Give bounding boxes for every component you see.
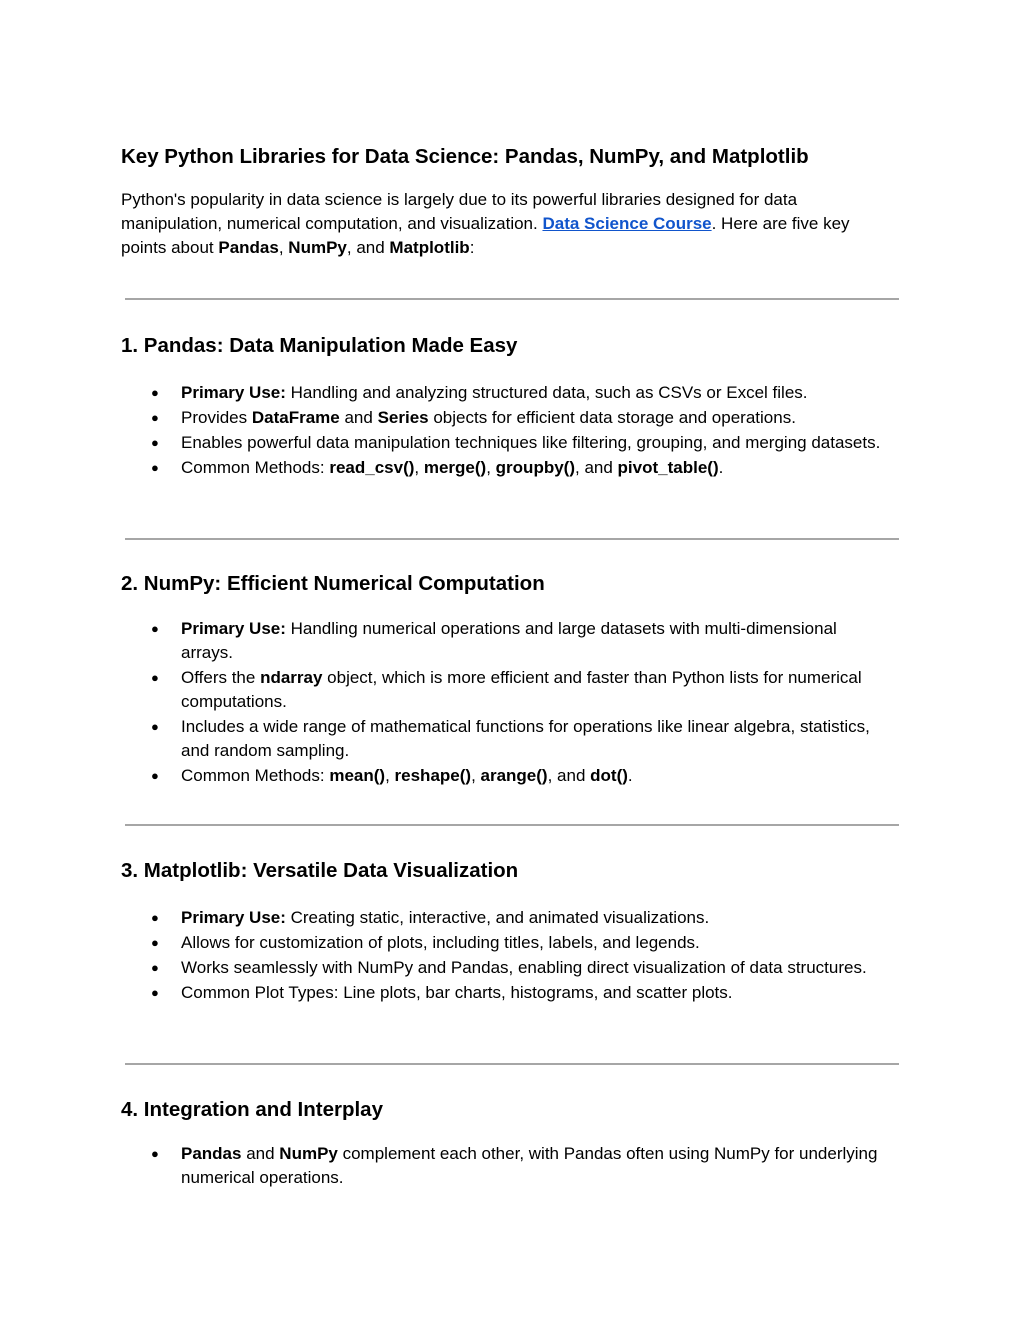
bullet-icon: ● [151, 768, 159, 783]
bullet-text: Allows for customization of plots, including titles, labels, and legends. [181, 933, 700, 952]
bullet-term: DataFrame [251, 408, 340, 427]
divider [125, 538, 899, 540]
separator: , [385, 766, 395, 785]
list-item [0, 715, 891, 763]
list-item [0, 764, 891, 788]
matplotlib-bullet-list [0, 906, 1024, 1006]
list-item [0, 431, 891, 455]
separator: , [486, 458, 496, 477]
method-name: groupby() [495, 458, 575, 477]
bullet-text: Includes a wide range of mathematical functions for operations like linear algebra, statistics, and random sampling. [181, 717, 870, 760]
method-name: pivot_table() [617, 458, 719, 477]
numpy-bullet-list [0, 617, 1024, 789]
bullet-text: objects for efficient data storage and operations. [428, 408, 796, 427]
section-heading-numpy: 2. NumPy: Efficient Numerical Computation [121, 572, 545, 595]
bullet-text: and [241, 1144, 280, 1163]
separator: , and [547, 766, 591, 785]
bullet-text: object, which is more efficient and faster than Python lists for numerical computations. [181, 668, 862, 711]
intro-matplotlib: Matplotlib [389, 238, 470, 257]
divider [125, 1063, 899, 1065]
method-name: arange() [480, 766, 548, 785]
method-name: mean() [329, 766, 386, 785]
intro-text: Python's popularity in data science is largely due to its powerful libraries designed for data manipulation, numerical computation, and visualization. [121, 190, 798, 233]
intro-comma: , [278, 238, 289, 257]
separator: . [627, 766, 633, 785]
bullet-icon: ● [151, 1146, 159, 1161]
list-item [0, 906, 891, 930]
bullet-icon: ● [151, 935, 159, 950]
method-name: dot() [590, 766, 628, 785]
bullet-term: Series [377, 408, 429, 427]
list-item [0, 956, 891, 980]
intro-and: , and [346, 238, 390, 257]
data-science-course-link[interactable]: Data Science Course [542, 214, 712, 233]
divider [125, 298, 899, 300]
separator: . [718, 458, 724, 477]
section-heading-pandas: 1. Pandas: Data Manipulation Made Easy [121, 334, 518, 357]
list-item [0, 406, 891, 430]
bullet-icon: ● [151, 719, 159, 734]
bullet-text: Common Plot Types: Line plots, bar charts, histograms, and scatter plots. [181, 983, 733, 1002]
bullet-text: Creating static, interactive, and animated visualizations. [285, 908, 710, 927]
list-item [0, 381, 891, 405]
bullet-text: complement each other, with Pandas often using NumPy for underlying numerical operations. [181, 1144, 878, 1187]
bullet-text: Handling numerical operations and large datasets with multi-dimensional arrays. [181, 619, 837, 662]
bullet-icon: ● [151, 385, 159, 400]
section-heading-matplotlib: 3. Matplotlib: Versatile Data Visualization [121, 859, 519, 882]
bullet-icon: ● [151, 460, 159, 475]
bullet-text: Common Methods: [181, 458, 330, 477]
bullet-label: Primary Use: [181, 908, 286, 927]
bullet-icon: ● [151, 985, 159, 1000]
bullet-label: Primary Use: [181, 619, 286, 638]
separator: , [414, 458, 424, 477]
bullet-term: ndarray [260, 668, 323, 687]
bullet-text: and [339, 408, 378, 427]
separator: , [471, 766, 481, 785]
bullet-icon: ● [151, 910, 159, 925]
intro-colon: : [469, 238, 475, 257]
bullet-text: Offers the [181, 668, 261, 687]
intro-pandas: Pandas [218, 238, 279, 257]
bullet-text: Enables powerful data manipulation techniques like filtering, grouping, and merging datasets. [181, 433, 881, 452]
method-name: reshape() [394, 766, 472, 785]
list-item [0, 1142, 891, 1190]
bullet-text: Provides [181, 408, 252, 427]
bullet-icon: ● [151, 670, 159, 685]
section-heading-integration: 4. Integration and Interplay [121, 1098, 383, 1121]
list-item [0, 931, 891, 955]
list-item [0, 456, 891, 480]
list-item [0, 617, 891, 665]
intro-paragraph [121, 188, 881, 260]
intro-text: . Here are five key points about [121, 214, 850, 257]
divider [125, 824, 899, 826]
method-name: merge() [423, 458, 487, 477]
bullet-term: Pandas [181, 1144, 242, 1163]
list-item [0, 981, 891, 1005]
integration-bullet-list [0, 1142, 1024, 1191]
method-name: read_csv() [329, 458, 415, 477]
bullet-label: Primary Use: [181, 383, 286, 402]
bullet-term: NumPy [279, 1144, 338, 1163]
page-title: Key Python Libraries for Data Science: Pandas, NumPy, and Matplotlib [121, 145, 809, 168]
bullet-text: Common Methods: [181, 766, 330, 785]
separator: , and [575, 458, 618, 477]
bullet-icon: ● [151, 960, 159, 975]
bullet-text: Works seamlessly with NumPy and Pandas, enabling direct visualization of data structures. [181, 958, 867, 977]
bullet-icon: ● [151, 621, 159, 636]
list-item [0, 666, 891, 714]
pandas-bullet-list [0, 381, 1024, 481]
bullet-icon: ● [151, 435, 159, 450]
intro-numpy: NumPy [288, 238, 347, 257]
bullet-text: Handling and analyzing structured data, such as CSVs or Excel files. [285, 383, 808, 402]
bullet-icon: ● [151, 410, 159, 425]
